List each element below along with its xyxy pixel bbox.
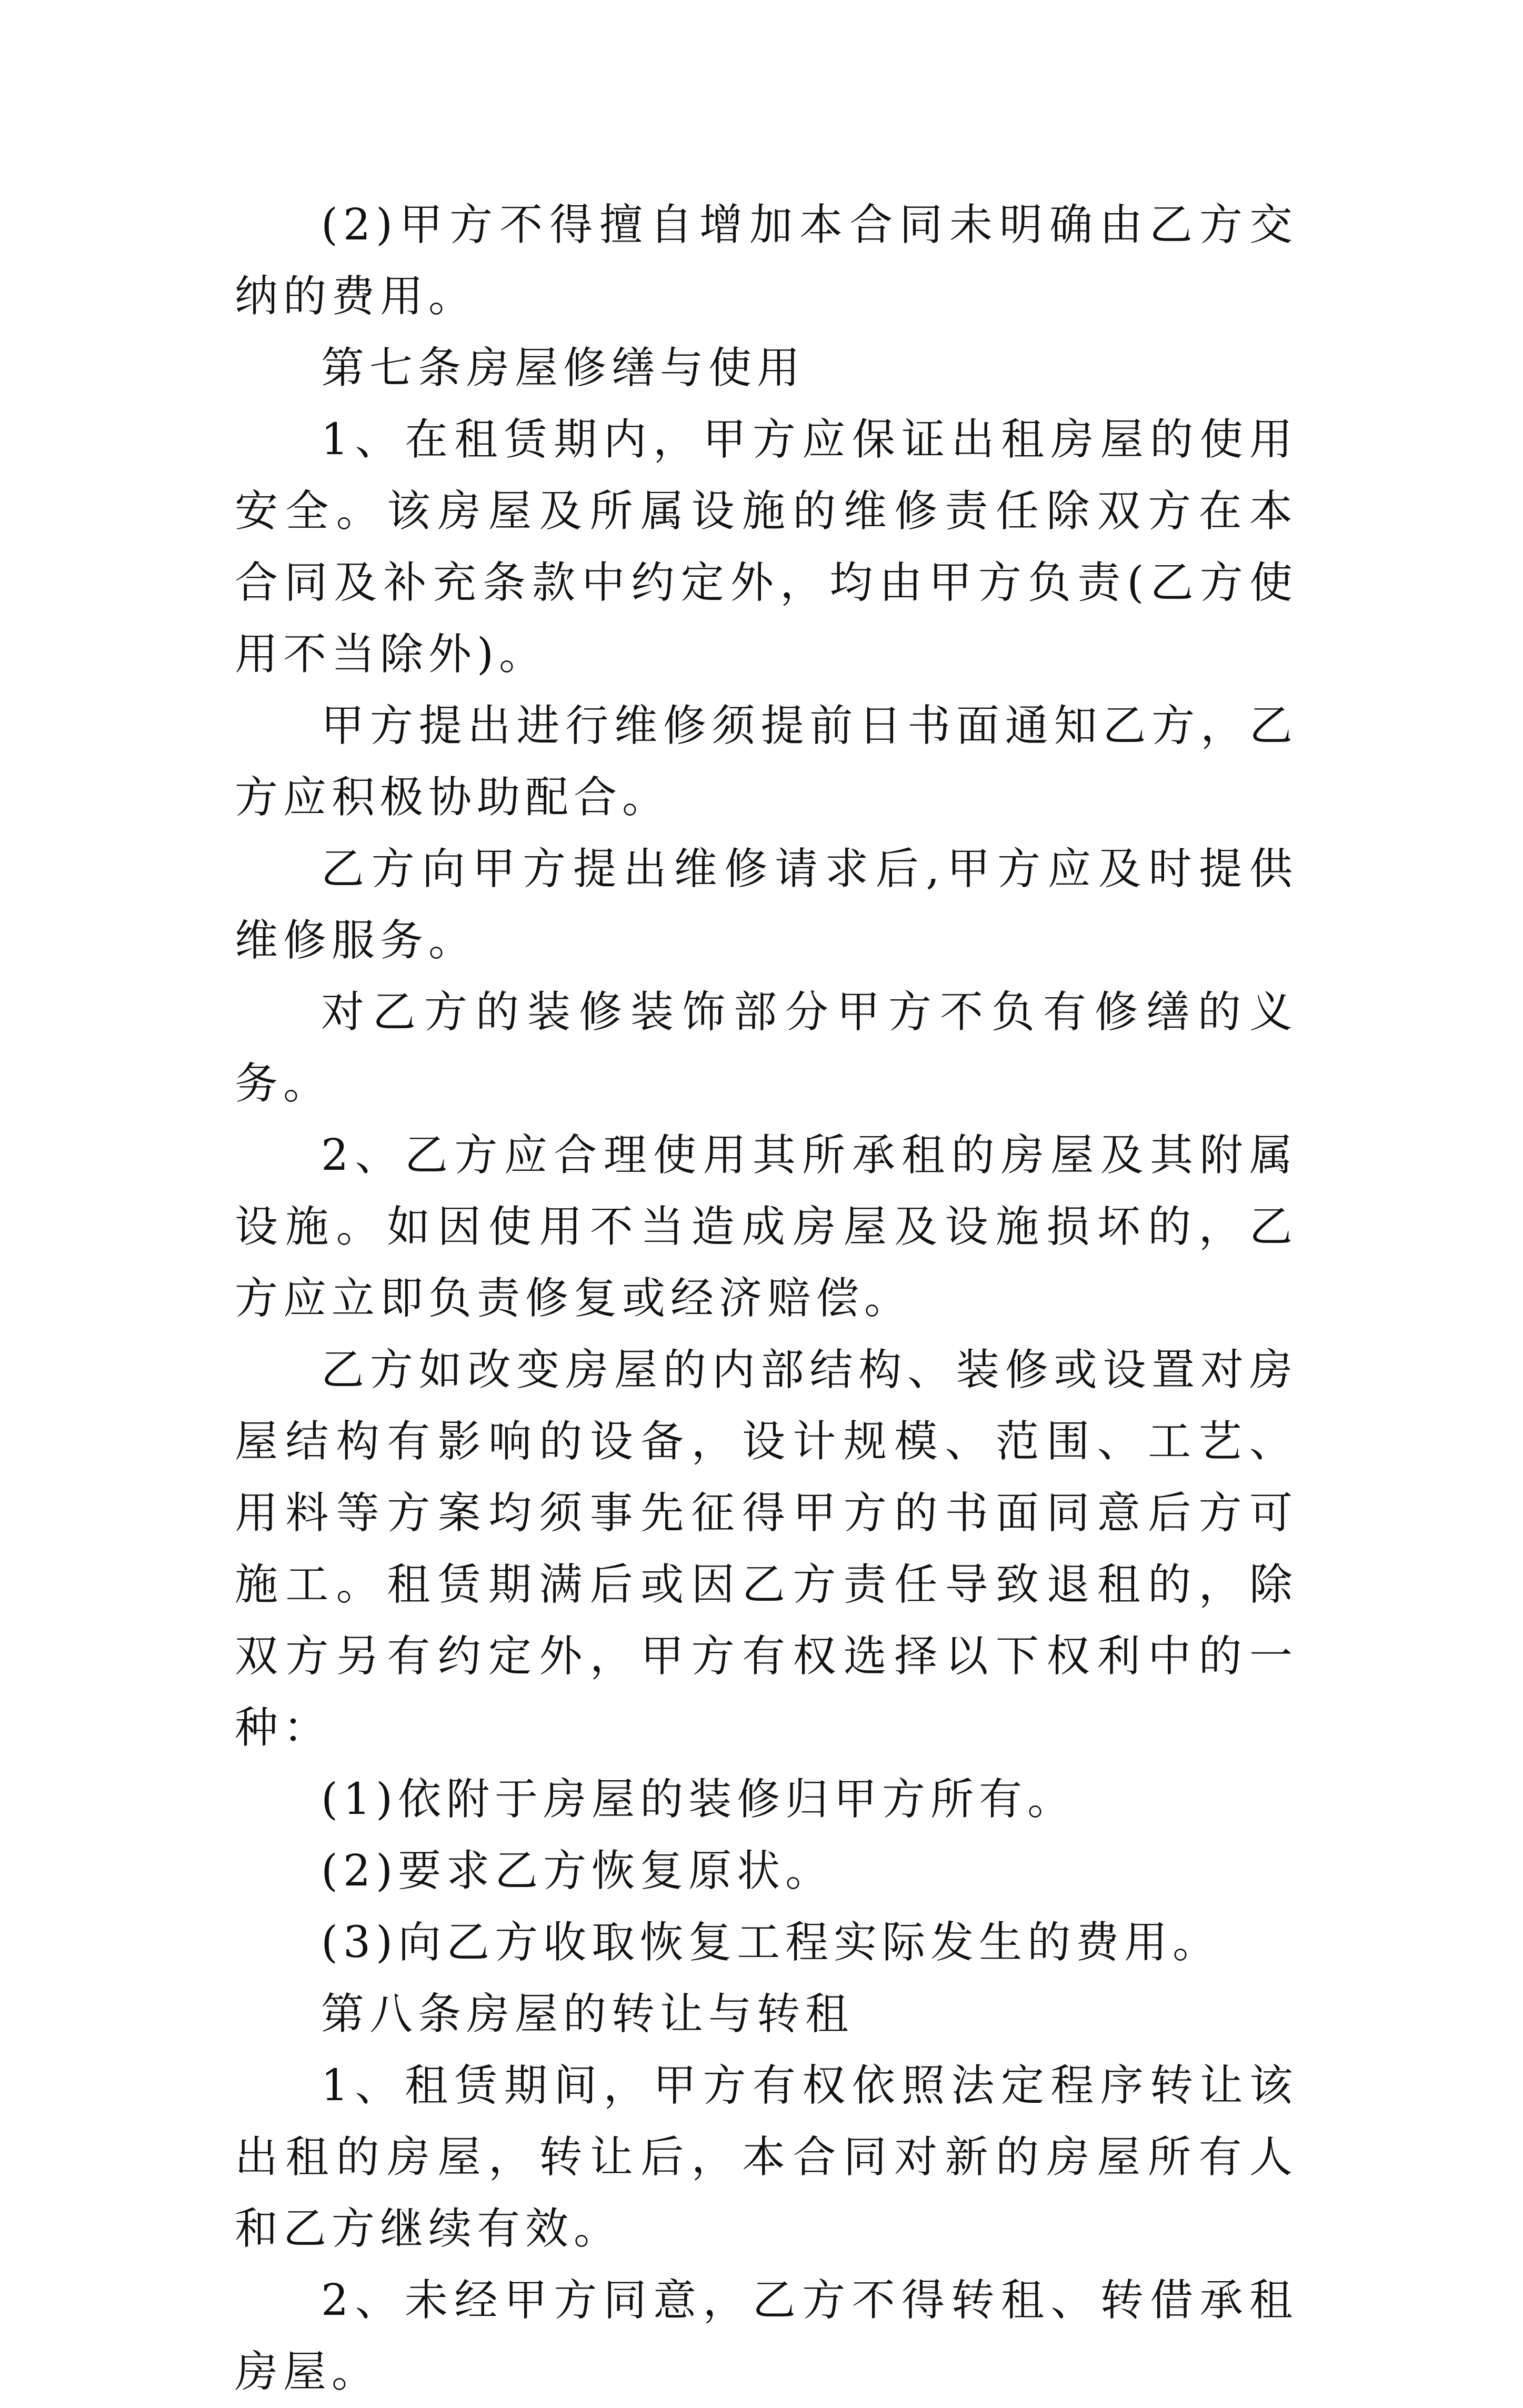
paragraph-sublease-restriction: 2、未经甲方同意，乙方不得转租、转借承租房屋。 (235, 2275, 1298, 2397)
paragraph-fee-restriction: (2)甲方不得擅自增加本合同未明确由乙方交纳的费用。 (235, 200, 1298, 322)
paragraph-option-2: (2)要求乙方恢复原状。 (321, 1846, 834, 1896)
article-8-heading: 第八条房屋的转让与转租 (321, 1989, 854, 2039)
article-7-heading: 第七条房屋修缮与使用 (321, 343, 806, 393)
paragraph-transfer-rights: 1、租赁期间，甲方有权依照法定程序转让该出租的房屋，转让后，本合同对新的房屋所有人和乙方继续有效。 (235, 2061, 1298, 2254)
paragraph-repair-request: 乙方向甲方提出维修请求后,甲方应及时提供维修服务。 (235, 844, 1298, 966)
paragraph-option-1: (1)依附于房屋的装修归甲方所有。 (321, 1774, 1076, 1824)
paragraph-option-3: (3)向乙方收取恢复工程实际发生的费用。 (321, 1918, 1221, 1968)
paragraph-structural-change: 乙方如改变房屋的内部结构、装修或设置对房屋结构有影响的设备，设计规模、范围、工艺、用料等方案均须事先征得甲方的书面同意后方可施工。租赁期满后或因乙方责任导致退租的，除双方另有约定外，甲方有权选择以下权利中的一种： (235, 1345, 1298, 1753)
document-body (235, 189, 1298, 2408)
paragraph-repair-responsibility: 1、在租赁期内，甲方应保证出租房屋的使用安全。该房屋及所属设施的维修责任除双方在本合同及补充条款中约定外，均由甲方负责(乙方使用不当除外)。 (235, 415, 1298, 679)
paragraph-proper-use: 2、乙方应合理使用其所承租的房屋及其附属设施。如因使用不当造成房屋及设施损坏的，乙方应立即负责修复或经济赔偿。 (235, 1130, 1298, 1323)
paragraph-decoration-exclusion: 对乙方的装修装饰部分甲方不负有修缮的义务。 (235, 987, 1298, 1109)
paragraph-repair-notice: 甲方提出进行维修须提前日书面通知乙方，乙方应积极协助配合。 (235, 701, 1298, 822)
